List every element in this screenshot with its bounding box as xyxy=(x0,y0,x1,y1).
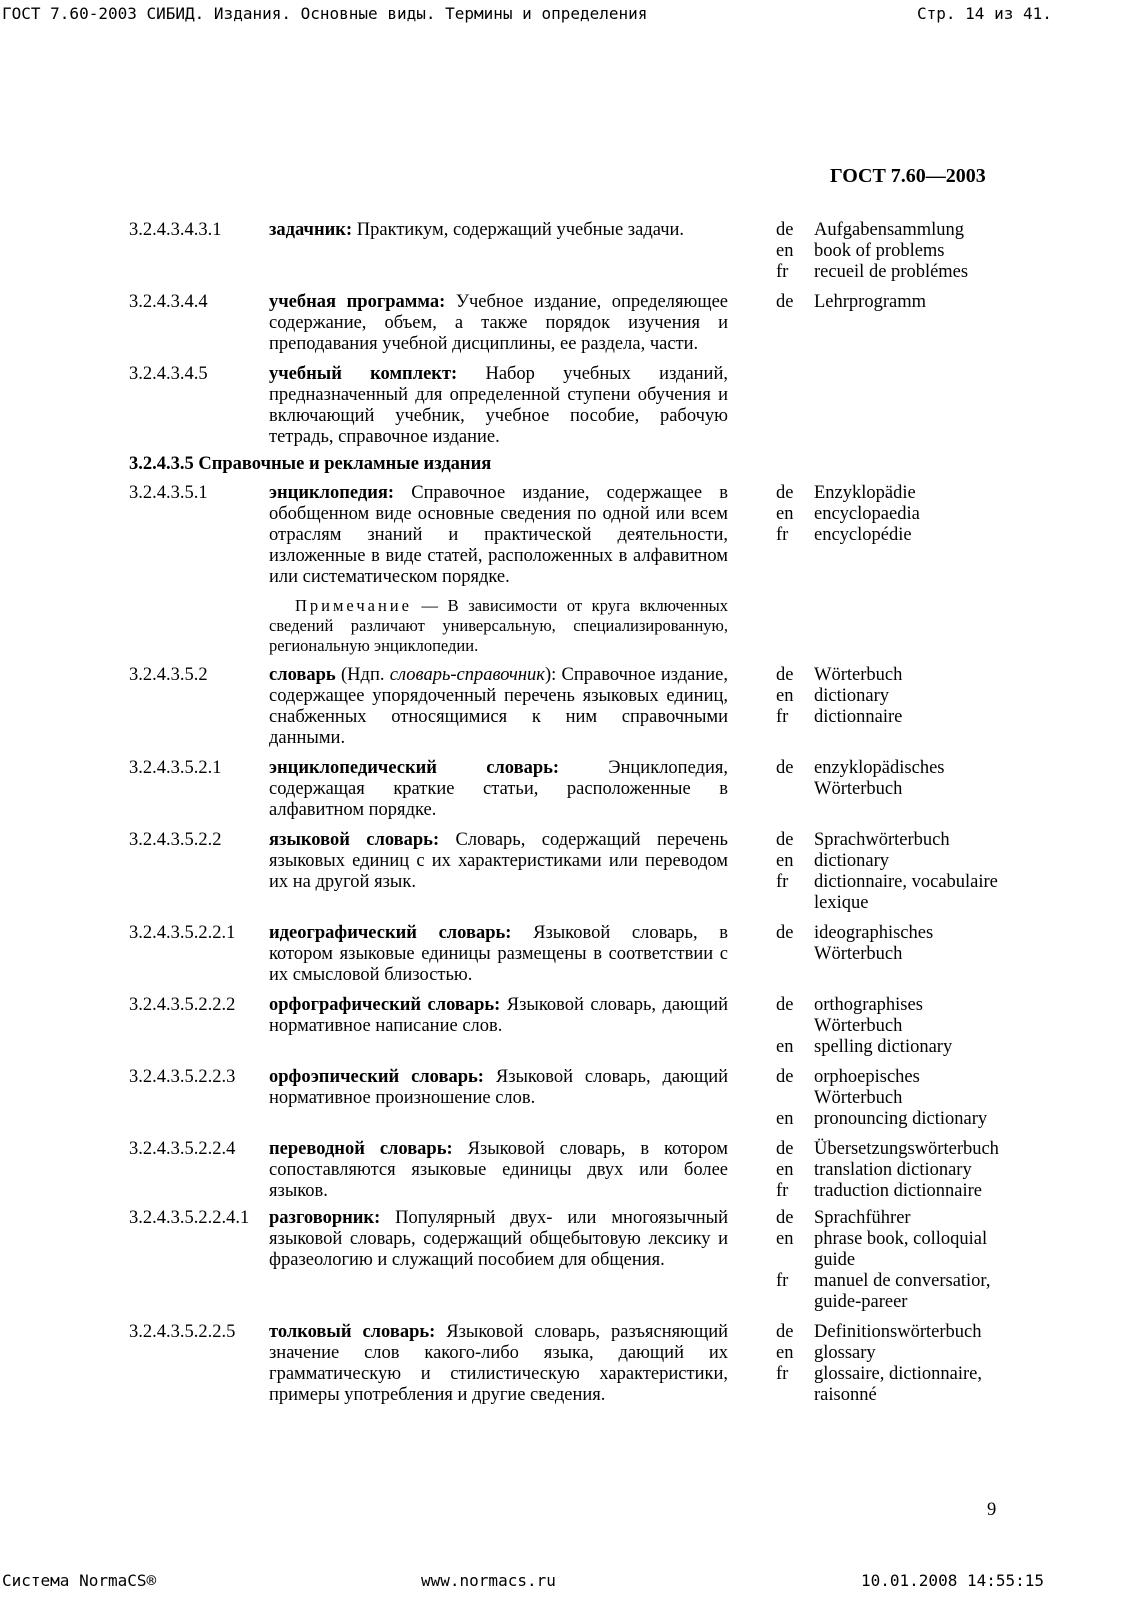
lang-code: fr xyxy=(776,707,789,727)
lang-term: dictionary xyxy=(814,686,890,706)
lang-term: spelling dictionary xyxy=(814,1037,953,1057)
term-entry xyxy=(129,665,1009,749)
term: переводной словарь: xyxy=(269,1139,453,1159)
lang-code: en xyxy=(776,686,794,706)
lang-code: fr xyxy=(776,525,789,545)
page-header xyxy=(0,4,1132,26)
section-heading: 3.2.4.3.5 Справочные и рекламные издания xyxy=(129,454,492,474)
lang-code: de xyxy=(776,665,794,685)
definition-text: Языковой словарь, в котором сопоставляются языковые единицы двух или более языков. xyxy=(269,1139,728,1201)
deprecated-term: словарь-справочник xyxy=(389,665,545,685)
standard-code: ГОСТ 7.60—2003 xyxy=(830,165,986,187)
entry-number: 3.2.4.3.4.4 xyxy=(129,292,208,312)
term-entry xyxy=(129,995,1009,1058)
term: толковый словарь: xyxy=(269,1322,436,1342)
lang-term: Wörterbuch xyxy=(814,665,903,685)
lang-term: pronouncing dictionary xyxy=(814,1109,988,1129)
lang-term: Definitionswörterbuch xyxy=(814,1322,982,1342)
lang-term: manuel de conversatior, guide-pareer xyxy=(814,1271,991,1312)
lang-term: Aufgabensammlung xyxy=(814,220,965,240)
lang-code: fr xyxy=(776,872,789,892)
term-entry xyxy=(129,923,1009,986)
lang-term: recueil de problémes xyxy=(814,262,969,282)
definition-prefix: (Ндп. xyxy=(335,665,390,685)
lang-term: Lehrprogramm xyxy=(814,292,926,312)
entry-number: 3.2.4.3.4.5 xyxy=(129,364,208,384)
translations xyxy=(758,483,1008,588)
entry-definition xyxy=(269,1139,728,1202)
lang-term: Sprachwörterbuch xyxy=(814,830,950,850)
entry-definition xyxy=(269,830,728,914)
entry-definition xyxy=(269,220,728,283)
translations xyxy=(758,665,1008,749)
definition-text: Популярный двух- или многоязычный языковой словарь, содержащий общебытовую лексику и фразеологию и служащий пособием для общения. xyxy=(269,1208,728,1270)
term-entry xyxy=(129,1208,1009,1313)
document-title: ГОСТ 7.60-2003 СИБИД. Издания. Основные виды. Термины и определения xyxy=(2,4,648,23)
entry-number: 3.2.4.3.5.2.2.5 xyxy=(129,1322,236,1342)
entry-number: 3.2.4.3.5.2.2.3 xyxy=(129,1067,236,1087)
lang-code: de xyxy=(776,1067,794,1087)
lang-code: de xyxy=(776,483,794,503)
definition-text: Словарь, содержащий перечень языковых единиц с их характеристиками или переводом их на другой язык. xyxy=(269,830,728,892)
page-footer xyxy=(0,1571,1132,1593)
print-datetime: 10.01.2008 14:55:15 xyxy=(861,1571,1045,1590)
entry-definition xyxy=(269,1322,728,1406)
lang-term: traduction dictionnaire xyxy=(814,1181,982,1201)
entry-definition xyxy=(269,483,728,588)
term: учебный комплект: xyxy=(269,364,458,384)
term-entry xyxy=(129,364,1009,448)
system-name: Система NormaCS® xyxy=(2,1571,157,1590)
translations xyxy=(758,1139,1008,1202)
lang-term: encyclopédie xyxy=(814,525,912,545)
term: энциклопедия: xyxy=(269,483,395,503)
lang-code: en xyxy=(776,1160,794,1180)
lang-code: de xyxy=(776,220,794,240)
entry-number: 3.2.4.3.5.2.2.1 xyxy=(129,923,236,943)
entry-definition xyxy=(269,292,728,355)
lang-code: en xyxy=(776,1109,794,1129)
term-entry xyxy=(129,1322,1009,1406)
page-indicator: Стр. 14 из 41. xyxy=(917,4,1052,23)
lang-code: en xyxy=(776,1343,794,1363)
entry-number: 3.2.4.3.5.2.2.4.1 xyxy=(129,1208,250,1228)
lang-code: de xyxy=(776,1139,794,1159)
term-entry xyxy=(129,1067,1009,1130)
term-entry xyxy=(129,292,1009,355)
entry-number: 3.2.4.3.4.3.1 xyxy=(129,220,222,240)
translations xyxy=(758,923,1008,986)
term-entry xyxy=(129,830,1009,914)
term-entry xyxy=(129,758,1009,821)
definition-text: Языковой словарь, дающий нормативное произношение слов. xyxy=(269,1067,728,1108)
term: словарь xyxy=(269,665,336,685)
lang-code: de xyxy=(776,923,794,943)
translations xyxy=(758,1067,1008,1130)
entry-definition xyxy=(269,923,728,986)
definition-text: Языковой словарь, в котором языковые единицы размещены в соответствии с их смысловой близостью. xyxy=(269,923,728,985)
definition-text: Практикум, содержащий учебные задачи. xyxy=(352,220,685,240)
term: орфографический словарь: xyxy=(269,995,501,1015)
lang-code: de xyxy=(776,1208,794,1228)
term: энциклопедический словарь: xyxy=(269,758,560,778)
lang-code: fr xyxy=(776,1181,789,1201)
lang-code: de xyxy=(776,830,794,850)
entry-number: 3.2.4.3.5.1 xyxy=(129,483,208,503)
translations xyxy=(758,292,1008,355)
definition-text: ): Справочное издание, содержащее упорядоченный перечень языковых единиц, снабженных относящимися к ним справочными данными. xyxy=(269,665,728,748)
lang-term: phrase book, colloquial guide xyxy=(814,1229,988,1270)
lang-term: dictionary xyxy=(814,851,890,871)
definition-text: Языковой словарь, разъясняющий значение слов какого-либо языка, дающий их грамматическую и стилистическую характеристики, примеры употребления и другие сведения. xyxy=(269,1322,728,1405)
translations xyxy=(758,1208,1008,1313)
lang-term: Sprachführer xyxy=(814,1208,911,1228)
entry-number: 3.2.4.3.5.2.2.2 xyxy=(129,995,236,1015)
lang-code: en xyxy=(776,504,794,524)
definition-text: Учебное издание, определяющее содержание, объем, а также порядок изучения и преподавания учебной дисциплины, ее раздела, части. xyxy=(269,292,728,354)
entry-number: 3.2.4.3.5.2.1 xyxy=(129,758,222,778)
lang-term: orthographises Wörterbuch xyxy=(814,995,923,1036)
note-text: — В зависимости от круга включенных сведений различают универсальную, специализированную, региональную энциклопедии. xyxy=(269,596,728,655)
term: идеографический словарь: xyxy=(269,923,512,943)
entry-definition xyxy=(269,1208,728,1313)
entry-definition xyxy=(269,364,728,448)
lang-term: book of problems xyxy=(814,241,945,261)
terms-list xyxy=(129,220,1009,1415)
term: задачник: xyxy=(269,220,353,240)
entry-number: 3.2.4.3.5.2 xyxy=(129,665,208,685)
lang-term: orphoepisches Wörterbuch xyxy=(814,1067,920,1108)
term-entry xyxy=(129,483,1009,656)
lang-term: glossary xyxy=(814,1343,876,1363)
lang-code: fr xyxy=(776,1271,789,1291)
lang-code: en xyxy=(776,1229,794,1249)
lang-code: en xyxy=(776,241,794,261)
lang-term: Übersetzungswörterbuch xyxy=(814,1139,999,1159)
note xyxy=(269,596,728,656)
definition-text: Языковой словарь, дающий нормативное написание слов. xyxy=(269,995,728,1036)
lang-term: enzyklopädisches Wörterbuch xyxy=(814,758,945,799)
entry-definition xyxy=(269,1067,728,1130)
note-label: Примечание xyxy=(295,596,412,615)
term: языковой словарь: xyxy=(269,830,440,850)
term: учебная программа: xyxy=(269,292,446,312)
translations xyxy=(758,1322,1008,1406)
definition-text: Набор учебных изданий, предназначенный для определенной ступени обучения и включающий учебник, учебное пособие, рабочую тетрадь, справочное издание. xyxy=(269,364,728,447)
term-entry xyxy=(129,1139,1009,1202)
lang-term: translation dictionary xyxy=(814,1160,972,1180)
lang-term: encyclopaedia xyxy=(814,504,920,524)
lang-term: dictionnaire, vocabulaire lexique xyxy=(814,872,998,913)
entry-number: 3.2.4.3.5.2.2.4 xyxy=(129,1139,236,1159)
lang-code: de xyxy=(776,758,794,778)
entry-number: 3.2.4.3.5.2.2 xyxy=(129,830,222,850)
entry-definition xyxy=(269,665,728,749)
lang-code: de xyxy=(776,995,794,1015)
lang-term: Enzyklopädie xyxy=(814,483,916,503)
term: разговорник: xyxy=(269,1208,381,1228)
lang-term: glossaire, dictionnaire, raisonné xyxy=(814,1364,982,1405)
term-entry xyxy=(129,220,1009,283)
entry-definition xyxy=(269,995,728,1058)
translations xyxy=(758,995,1008,1058)
translations xyxy=(758,364,1008,448)
translations xyxy=(758,220,1008,283)
lang-code: fr xyxy=(776,1364,789,1384)
lang-code: en xyxy=(776,851,794,871)
lang-code: en xyxy=(776,1037,794,1057)
lang-code: fr xyxy=(776,262,789,282)
page-number: 9 xyxy=(987,1500,997,1520)
translations xyxy=(758,830,1008,914)
definition-text: Справочное издание, содержащее в обобщенном виде основные сведения по одной или всем отраслям знаний и практической деятельности, изложенные в виде статей, расположенных в алфавитном или систематическом порядке. xyxy=(269,483,728,587)
term: орфоэпический словарь: xyxy=(269,1067,484,1087)
lang-term: dictionnaire xyxy=(814,707,903,727)
lang-code: de xyxy=(776,292,794,312)
definition-text: Энциклопедия, содержащая краткие статьи, расположенные в алфавитном порядке. xyxy=(269,758,728,820)
site-link[interactable]: www.normacs.ru xyxy=(421,1571,556,1590)
translations xyxy=(758,758,1008,821)
lang-code: de xyxy=(776,1322,794,1342)
entry-definition xyxy=(269,758,728,821)
lang-term: ideographisches Wörterbuch xyxy=(814,923,934,964)
